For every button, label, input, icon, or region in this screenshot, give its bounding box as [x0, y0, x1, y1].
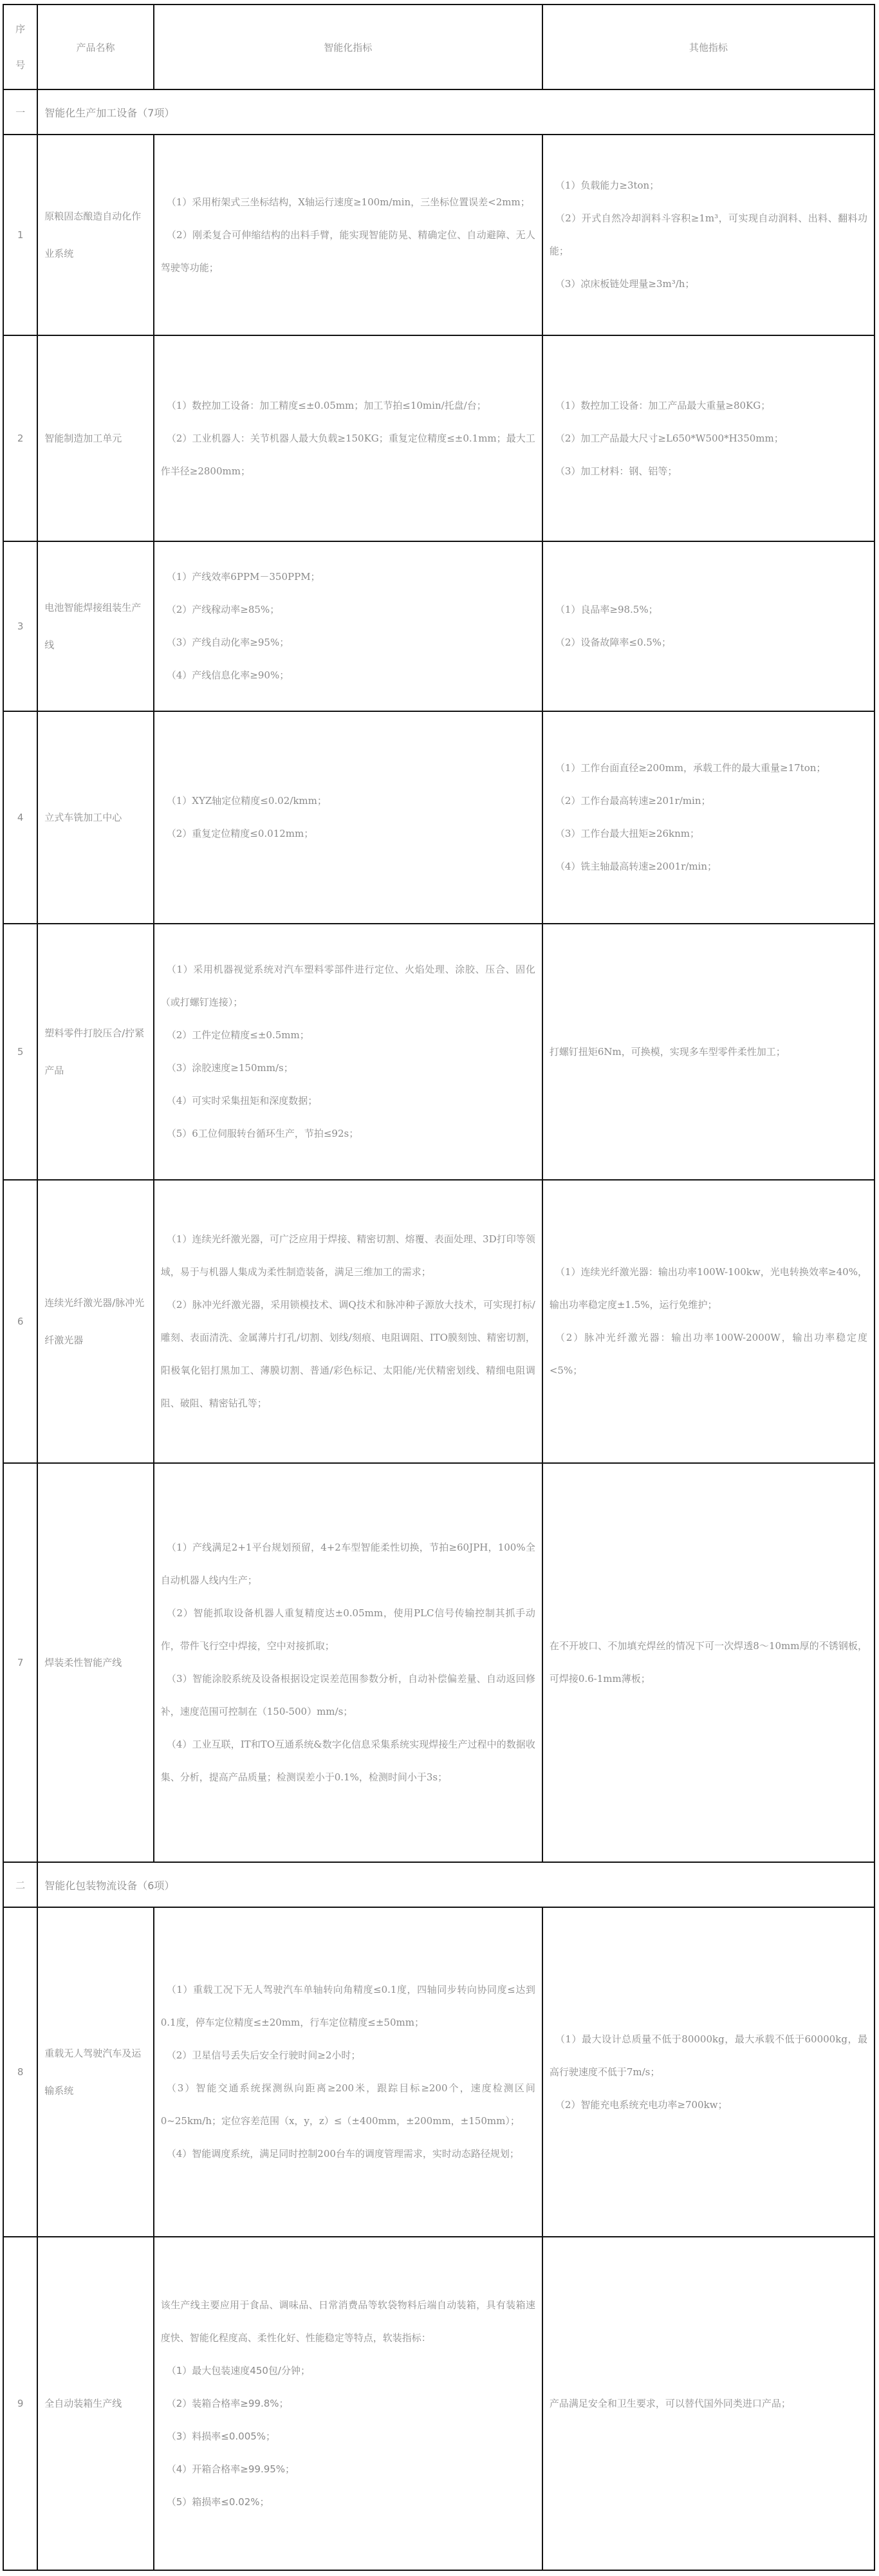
table-row [3, 1463, 874, 1862]
indicator-item: （5）箱损率≤0.02%； [166, 2496, 270, 2508]
indicator-item: （1）负载能力≥3ton； [555, 180, 660, 191]
indicator-item: （3）涂胶速度≥150mm/s； [166, 1062, 293, 1074]
product-name: 塑料零件打胶压合/拧紧产品 [37, 924, 154, 1180]
indicator-item: （2）重复定位精度≤0.012mm； [166, 828, 314, 839]
indicator-item: （3）智能涂胶系统及设备根据设定误差范围参数分析，自动补偿偏差量、自动返回修补，速度范围可控制在（150-500）mm/s； [160, 1673, 535, 1717]
section-title: 智能化生产加工设备（7项） [37, 89, 874, 135]
indicator-item: （2）工件定位精度≤±0.5mm； [166, 1029, 310, 1041]
smart-indicators [154, 1180, 542, 1463]
indicator-item: （1）数控加工设备：加工精度≤±0.05mm；加工节拍≤10min/托盘/台； [166, 399, 486, 411]
indicator-item: （1）采用桁架式三坐标结构，X轴运行速度≥100m/min，三坐标位置误差<2mm； [166, 196, 530, 208]
other-indicators [542, 2237, 874, 2570]
smart-indicators [154, 135, 542, 335]
indicator-item: （3）工作台最大扭矩≥26knm； [555, 828, 700, 839]
indicator-item: 产品满足安全和卫生要求，可以替代国外同类进口产品； [549, 2397, 791, 2409]
smart-indicators [154, 541, 542, 711]
indicator-item: （3）智能交通系统探测纵向距离≥200米，跟踪目标≥200个，速度检测区间0~25km/h；定位容差范围（x，y，z）≤（±400mm，±200mm，±150mm）； [160, 2082, 535, 2127]
section-row [3, 89, 874, 135]
row-number: 3 [3, 541, 37, 711]
header-name: 产品名称 [37, 5, 154, 89]
row-number: 5 [3, 924, 37, 1180]
other-indicators [542, 924, 874, 1180]
indicator-item: （3）产线自动化率≥95%； [166, 637, 290, 648]
table-row [3, 1180, 874, 1463]
spec-table [3, 4, 875, 2571]
row-number: 1 [3, 135, 37, 335]
indicator-item: （1）良品率≥98.5%； [555, 604, 658, 615]
indicator-item: （1）产线满足2+1平台规划预留，4+2车型智能柔性切换，节拍≥60JPH，100%全自动机器人线内生产； [160, 1542, 535, 1586]
other-indicators [542, 1907, 874, 2237]
smart-indicators [154, 1907, 542, 2237]
indicator-item: （3）凉床板链处理量≥3m³/h； [555, 278, 695, 290]
section-index: 一 [3, 89, 37, 135]
row-number: 4 [3, 711, 37, 924]
other-indicators [542, 541, 874, 711]
section-index: 二 [3, 1862, 37, 1907]
table-row [3, 1907, 874, 2237]
header-smart: 智能化指标 [154, 5, 542, 89]
indicator-item: （2）设备故障率≤0.5%； [555, 637, 672, 648]
row-number: 6 [3, 1180, 37, 1463]
indicator-item: （4）工业互联，IT和TO互通系统&数字化信息采集系统实现焊接生产过程中的数据收集、分析，提高产品质量；检测误差小于0.1%，检测时间小于3s； [160, 1739, 535, 1783]
indicator-item: （1）最大设计总质量不低于80000kg，最大承载不低于60000kg，最高行驶速度不低于7m/s； [549, 2033, 867, 2078]
indicator-item: （4）铣主轴最高转速≥2001r/min； [555, 861, 717, 872]
row-number: 2 [3, 335, 37, 541]
indicator-item: （2）工作台最高转速≥201r/min； [555, 795, 711, 807]
indicator-item: （2）装箱合格率≥99.8%； [166, 2397, 289, 2409]
indicator-item: （2）智能抓取设备机器人重复精度达±0.05mm，使用PLC信号传输控制其抓手动作，带件飞行空中焊接，空中对接抓取； [160, 1607, 535, 1652]
indicator-item: （1）重载工况下无人驾驶汽车单轴转向角精度≤0.1度，四轴同步转向协同度≤达到0.1度，停车定位精度≤±20mm，行车定位精度≤±50mm； [160, 1984, 535, 2028]
smart-indicators [154, 711, 542, 924]
product-name: 立式车铣加工中心 [37, 711, 154, 924]
indicator-item: （3）加工材料：钢、铝等； [555, 465, 678, 477]
indicator-item: （1）连续光纤激光器：输出功率100W-100kw，光电转换效率≥40%，输出功率稳定度±1.5%，运行免维护； [549, 1266, 867, 1311]
smart-indicators [154, 924, 542, 1180]
product-name: 连续光纤激光器/脉冲光纤激光器 [37, 1180, 154, 1463]
other-indicators [542, 1463, 874, 1862]
indicator-item: （2）产线稼动率≥85%； [166, 604, 280, 615]
table-row [3, 2237, 874, 2570]
table-row [3, 924, 874, 1180]
indicator-item: （2）工业机器人：关节机器人最大负载≥150KG；重复定位精度≤±0.1mm；最大工作半径≥2800mm； [160, 432, 535, 477]
indicator-item: （2）脉冲光纤激光器：输出功率100W-2000W，输出功率稳定度<5%； [549, 1332, 867, 1376]
indicator-intro: 该生产线主要应用于食品、调味品、日常消费品等软袋物料后端自动装箱，具有装箱速度快、智能化程度高、柔性化好、性能稳定等特点，软装指标： [160, 2299, 535, 2344]
smart-indicators [154, 2237, 542, 2570]
indicator-item: （1）工作台面直径≥200mm，承载工件的最大重量≥17ton； [555, 762, 826, 774]
indicator-item: （5）6工位伺服转台循环生产，节拍≤92s； [166, 1128, 359, 1139]
product-name: 原粮固态酿造自动化作业系统 [37, 135, 154, 335]
table-row [3, 711, 874, 924]
indicator-item: （1）连续光纤激光器，可广泛应用于焊接、精密切割、熔覆、表面处理、3D打印等领域，易于与机器人集成为柔性制造装备，满足三维加工的需求； [160, 1233, 535, 1278]
product-name: 全自动装箱生产线 [37, 2237, 154, 2570]
other-indicators [542, 335, 874, 541]
indicator-item: （2）开式自然冷却润料斗容积≥1m³，可实现自动润料、出料、翻料功能； [549, 212, 867, 257]
indicator-item: （1）最大包装速度450包/分钟； [166, 2364, 310, 2376]
indicator-item: 在不开坡口、不加填充焊丝的情况下可一次焊透8～10mm厚的不锈钢板，可焊接0.6-1mm薄板； [549, 1640, 867, 1685]
table-row [3, 135, 874, 335]
indicator-item: （2）刚柔复合可伸缩结构的出料手臂，能实现智能防晃、精确定位、自动避障、无人驾驶等功能； [160, 229, 535, 274]
other-indicators [542, 711, 874, 924]
indicator-item: （4）智能调度系统，满足同时控制200台车的调度管理需求，实时动态路径规划； [166, 2148, 519, 2160]
other-indicators [542, 1180, 874, 1463]
indicator-item: （2）智能充电系统充电功率≥700kw； [555, 2098, 728, 2111]
header-other: 其他指标 [542, 5, 874, 89]
indicator-item: （1）采用机器视觉系统对汽车塑料零部件进行定位、火焰处理、涂胶、压合、固化（或打螺钉连接）； [160, 964, 535, 1008]
product-name: 焊装柔性智能产线 [37, 1463, 154, 1862]
product-name: 重载无人驾驶汽车及运输系统 [37, 1907, 154, 2237]
section-title: 智能化包装物流设备（6项） [37, 1862, 874, 1907]
header-no: 序 号 [3, 5, 37, 89]
smart-indicators [154, 1463, 542, 1862]
indicator-item: （2）脉冲光纤激光器，采用锁模技术、调Q技术和脉冲种子源放大技术，可实现打标/雕刻、表面清洗、金属薄片打孔/切割、划线/刻痕、电阻调阻、ITO膜刻蚀、精密切割，阳极氧化铝打黑加工、薄膜切割、普通/彩色标记、太阳能/光伏精密划线、精细电阻调阻、破阻、精密钻孔等； [160, 1299, 535, 1409]
product-name: 电池智能焊接组装生产线 [37, 541, 154, 711]
indicator-item: （1）产线效率6PPM－350PPM； [166, 571, 320, 583]
indicator-item: （4）开箱合格率≥99.95%； [166, 2463, 295, 2475]
indicator-item: （4）产线信息化率≥90%； [166, 669, 290, 681]
indicator-item: 打螺钉扭矩6Nm，可换模，实现多车型零件柔性加工； [549, 1045, 786, 1058]
product-name: 智能制造加工单元 [37, 335, 154, 541]
indicator-item: （1）XYZ轴定位精度≤0.02/kmm； [166, 795, 327, 807]
smart-indicators [154, 335, 542, 541]
indicator-item: （2）卫星信号丢失后安全行驶时间≥2小时； [166, 2049, 361, 2061]
table-row [3, 335, 874, 541]
indicator-item: （4）可实时采集扭矩和深度数据； [166, 1095, 318, 1106]
other-indicators [542, 135, 874, 335]
row-number: 8 [3, 1907, 37, 2237]
section-row [3, 1862, 874, 1907]
indicator-item: （3）料损率≤0.005%； [166, 2430, 276, 2442]
row-number: 9 [3, 2237, 37, 2570]
indicator-item: （1）数控加工设备：加工产品最大重量≥80KG； [555, 399, 771, 411]
row-number: 7 [3, 1463, 37, 1862]
indicator-item: （2）加工产品最大尺寸≥L650*W500*H350mm； [555, 432, 784, 444]
table-header-row [3, 5, 874, 89]
table-row [3, 541, 874, 711]
